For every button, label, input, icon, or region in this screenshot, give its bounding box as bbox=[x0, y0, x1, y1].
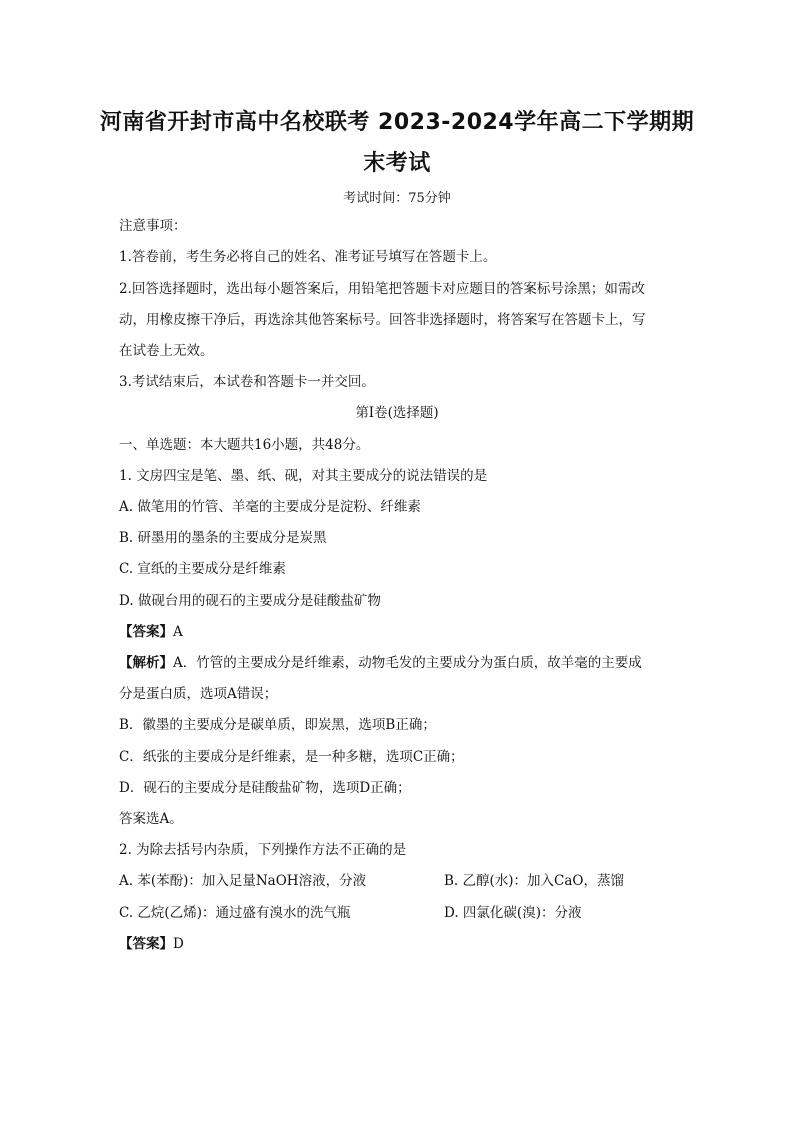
part-heading: 一、单选题：本大题共16小题，共48分。 bbox=[119, 437, 370, 453]
analysis-line: 分是蛋白质，选项A错误； bbox=[119, 686, 278, 702]
question-1-option-b: B. 研墨用的墨条的主要成分是炭黑 bbox=[119, 530, 327, 546]
analysis-line: B．徽墨的主要成分是碳单质，即炭黑，选项B正确； bbox=[119, 717, 436, 733]
question-1-stem: 1. 文房四宝是笔、墨、纸、砚，对其主要成分的说法错误的是 bbox=[119, 468, 488, 484]
section-title: 第Ⅰ卷(选择题) bbox=[355, 405, 439, 421]
notice-item: 动，用橡皮擦干净后，再选涂其他答案标号。回答非选择题时，将答案写在答题卡上，写 bbox=[119, 312, 646, 328]
analysis-line: A．竹管的主要成分是纤维素，动物毛发的主要成分为蛋白质，故羊毫的主要成 bbox=[173, 655, 642, 671]
question-1-option-c: C. 宣纸的主要成分是纤维素 bbox=[119, 561, 286, 577]
exam-title-line-1: 河南省开封市高中名校联考 2023-2024学年高二下学期期 bbox=[99, 110, 695, 135]
answer-value: A bbox=[173, 624, 183, 640]
exam-title-line-2: 末考试 bbox=[363, 151, 431, 176]
question-1-option-d: D. 做砚台用的砚石的主要成分是硅酸盐矿物 bbox=[119, 593, 381, 609]
question-1-answer bbox=[119, 623, 183, 641]
question-2-option-a: A. 苯(苯酚)：加入足量NaOH溶液，分液 bbox=[119, 873, 367, 889]
analysis-tag: 【解析】 bbox=[119, 655, 173, 671]
answer-tag: 【答案】 bbox=[119, 624, 173, 640]
question-2-option-b: B. 乙醇(水)：加入CaO，蒸馏 bbox=[444, 873, 624, 889]
answer-value: D bbox=[173, 936, 184, 952]
question-2-option-d: D. 四氯化碳(溴)：分液 bbox=[444, 905, 582, 921]
notice-item: 在试卷上无效。 bbox=[119, 343, 214, 359]
question-1-option-a: A. 做笔用的竹管、羊毫的主要成分是淀粉、纤维素 bbox=[119, 499, 421, 515]
analysis-line: C．纸张的主要成分是纤维素，是一种多糖，选项C正确； bbox=[119, 749, 464, 765]
notice-item: 1.答卷前，考生务必将自己的姓名、准考证号填写在答题卡上。 bbox=[119, 249, 497, 265]
question-2-stem: 2. 为除去括号内杂质，下列操作方法不正确的是 bbox=[119, 842, 407, 858]
question-2-option-c: C. 乙烷(乙烯)：通过盛有溴水的洗气瓶 bbox=[119, 905, 351, 921]
analysis-line: D．砚石的主要成分是硅酸盐矿物，选项D正确； bbox=[119, 780, 411, 796]
answer-tag: 【答案】 bbox=[119, 936, 173, 952]
exam-time: 考试时间：75分钟 bbox=[343, 191, 451, 206]
analysis-line: 答案选A。 bbox=[119, 811, 183, 827]
notice-item: 2.回答选择题时，选出每小题答案后，用铅笔把答题卡对应题目的答案标号涂黑；如需改 bbox=[119, 281, 645, 297]
notice-item: 3.考试结束后，本试卷和答题卡一并交回。 bbox=[119, 374, 375, 390]
question-2-answer bbox=[119, 935, 184, 953]
question-1-analysis bbox=[119, 654, 642, 672]
notice-heading: 注意事项： bbox=[119, 218, 187, 234]
